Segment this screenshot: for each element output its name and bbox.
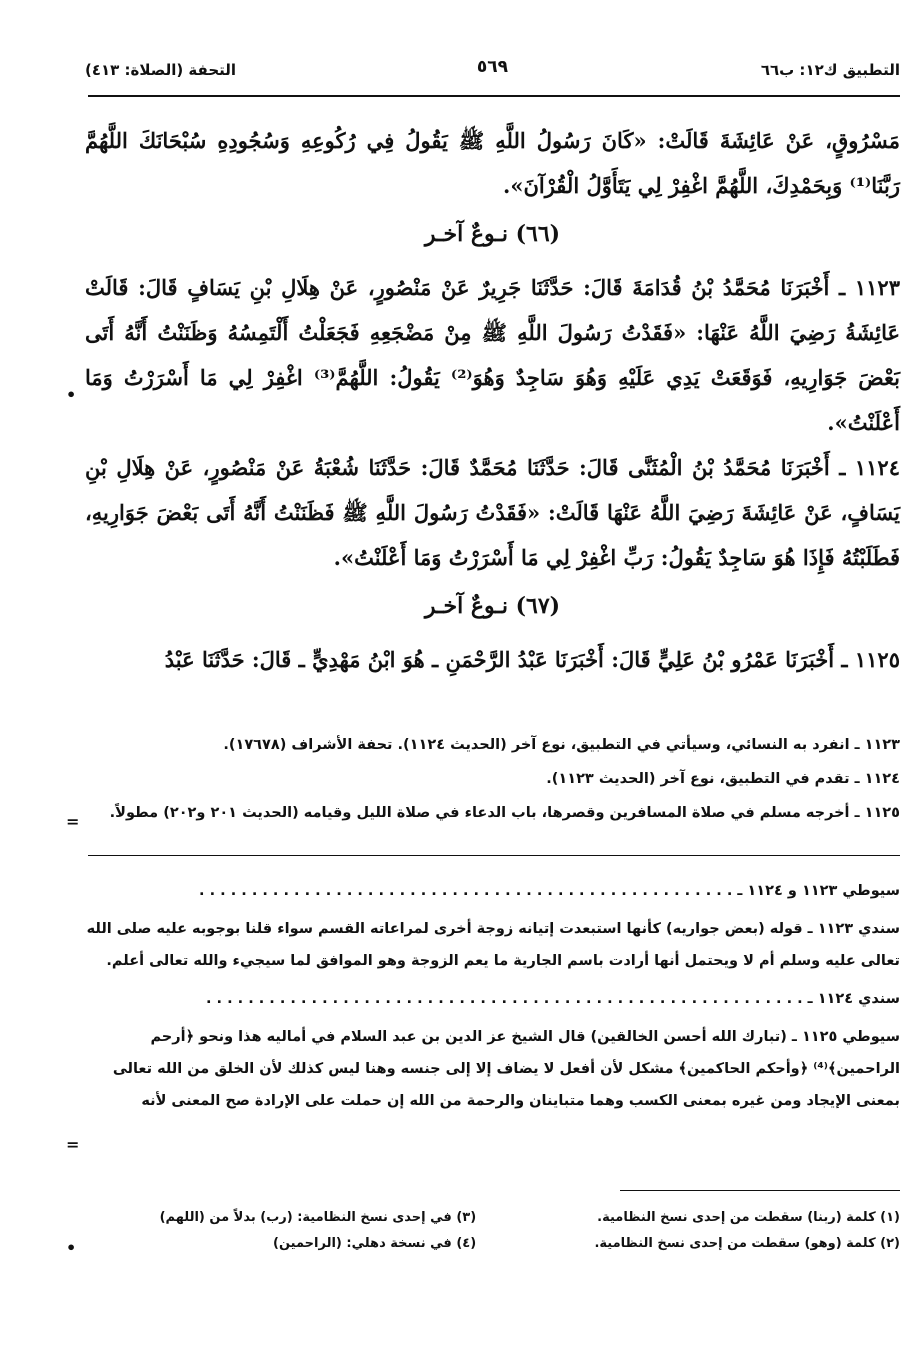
header-rule: [88, 95, 900, 97]
page-number: ٥٦٩: [476, 57, 509, 77]
footnote-rule: [620, 1190, 900, 1191]
suyuti-1125: سيوطي ١١٢٥ ـ (تبارك الله أحسن الخالقين) قال الشيخ عز الدين بن عبد السلام في أماليه هذا ونحو ﴿أرحم الراحمين﴾⁽⁴⁾ ﴿وأحكم الحاكمين﴾ مشكل لأن أفعل لا يضاف إلا إلى جنسه وهنا ليس كذلك لأن الخلق من الله تعالى بمعنى الإيجاد ومن غيره بمعنى الكسب وهما متباينان والرحمة من الله إن حملت على الإرادة صح المعنى لأنه: [112, 1029, 900, 1109]
commentary-rule: [88, 855, 900, 856]
footnote-2: (٢) كلمة (وهو) سقطت من إحدى نسخ النظامية.: [594, 1236, 900, 1251]
hadith-1124: ١١٢٤ ـ أَخْبَرَنَا مُحَمَّدُ بْنُ الْمُثَنَّى قَالَ: حَدَّثَنَا مُحَمَّدٌ قَالَ: حَدَّثَنَا شُعْبَةُ عَنْ مَنْصُورٍ، عَنْ هِلَالِ بْنِ يَسَافٍ، عَنْ عَائِشَةَ رَضِيَ اللَّهُ عَنْهَا قَالَتْ: «فَقَدْتُ رَسُولَ اللَّهِ ﷺ فَظَنَنْتُ أَنَّهُ أَتَى بَعْضَ جَوَارِيهِ، فَطَلَبْتُهُ فَإِذَا هُوَ سَاجِدٌ يَقُولُ: رَبِّ اغْفِرْ لِي مَا أَسْرَرْتُ وَمَا أَعْلَنْتُ».: [85, 455, 900, 570]
footnote-3: (٣) في إحدى نسخ النظامية: (رب) بدلاً من (اللهم): [159, 1210, 477, 1225]
footnote-1: (١) كلمة (ربنا) سقطت من إحدى نسخ النظامية.: [597, 1210, 900, 1225]
margin-dot: •: [66, 385, 77, 404]
main-text: [85, 118, 900, 682]
takhrij-notes: [85, 728, 900, 830]
margin-equals-2: =: [66, 1135, 80, 1154]
sindi-1123: سندي ١١٢٣ ـ قوله (بعض جواريه) كأنها استبعدت إتيانه زوجة أخرى لمراعاته القسم سواء قلنا بوجوبه عليه صلى الله تعالى عليه وسلم أم لا ويحتمل أنها أرادت باسم الجارية ما يعم الزوجة وهو الموافق لما سيجيء والله تعالى أعلم.: [86, 921, 900, 969]
footnotes: [85, 1205, 900, 1265]
takhrij-1123: ١١٢٣ ـ انفرد به النسائي، وسيأتي في التطبيق، نوع آخر (الحديث ١١٢٤). تحفة الأشراف (١٧٦٧٨).: [223, 737, 900, 753]
footnote-4: (٤) في نسخة دهلي: (الراحمين): [273, 1236, 477, 1251]
footnotes-right-column: [509, 1205, 900, 1257]
sindi-1124: سندي ١١٢٤ ـ . . . . . . . . . . . . . . . . . . . . . . . . . . . . . . . . . . . . . . . . . . . . . . . . . . . . . . . . .: [205, 991, 900, 1007]
header-chapter-ref: التطبيق ك١٢: ب٦٦: [760, 61, 900, 79]
hadith-1123: ١١٢٣ ـ أَخْبَرَنَا مُحَمَّدُ بْنُ قُدَامَةَ قَالَ: حَدَّثَنَا جَرِيرٌ عَنْ مَنْصُورٍ، عَنْ هِلَالِ بْنِ يَسَافٍ قَالَ: قَالَتْ عَائِشَةُ رَضِيَ اللَّهُ عَنْهَا: «فَقَدْتُ رَسُولَ اللَّهِ ﷺ مِنْ مَضْجَعِهِ فَجَعَلْتُ أَلْتَمِسُهُ وَظَنَنْتُ أَنَّهُ أَتَى بَعْضَ جَوَارِيهِ، فَوَقَعَتْ يَدِي عَلَيْهِ وَهُوَ سَاجِدٌ وَهُوَ⁽²⁾ يَقُولُ: اللَّهُمَّ⁽³⁾ اغْفِرْ لِي مَا أَسْرَرْتُ وَمَا أَعْلَنْتُ».: [85, 275, 900, 435]
footnotes-left-column: [85, 1205, 476, 1257]
takhrij-1125: ١١٢٥ ـ أخرجه مسلم في صلاة المسافرين وقصرها، باب الدعاء في صلاة الليل وقيامه (الحديث ٢٠١ و٢٠٢) مطولاً.: [109, 805, 900, 821]
section-heading-66: (٦٦) نـوعٌ آخـر: [424, 221, 561, 247]
section-heading-67: (٦٧) نـوعٌ آخـر: [424, 593, 561, 619]
commentary-section: [85, 875, 900, 1123]
hadith-1125: ١١٢٥ ـ أَخْبَرَنَا عَمْرُو بْنُ عَلِيٍّ قَالَ: أَخْبَرَنَا عَبْدُ الرَّحْمَنِ ـ هُوَ ابْنُ مَهْدِيٍّ ـ قَالَ: حَدَّثَنَا عَبْدُ: [164, 647, 900, 672]
header-tuhfa-ref: التحفة (الصلاة: ٤١٣): [85, 61, 237, 79]
suyuti-1123-1124: سيوطي ١١٢٣ و ١١٢٤ ـ . . . . . . . . . . . . . . . . . . . . . . . . . . . . . . . . . . . . . . . . . . . . . . . . . . .: [199, 883, 900, 899]
running-header: [85, 55, 900, 85]
takhrij-1124: ١١٢٤ ـ تقدم في التطبيق، نوع آخر (الحديث ١١٢٣).: [546, 771, 900, 787]
margin-dot-footnote: •: [66, 1238, 77, 1257]
paragraph-continuation: مَسْرُوقٍ، عَنْ عَائِشَةَ قَالَتْ: «كَانَ رَسُولُ اللَّهِ ﷺ يَقُولُ فِي رُكُوعِهِ وَسُجُودِهِ سُبْحَانَكَ اللَّهُمَّ رَبَّنَا⁽¹⁾ وَبِحَمْدِكَ، اللَّهُمَّ اغْفِرْ لِي يَتَأَوَّلُ الْقُرْآنَ».: [85, 128, 900, 198]
margin-equals-1: =: [66, 812, 80, 831]
